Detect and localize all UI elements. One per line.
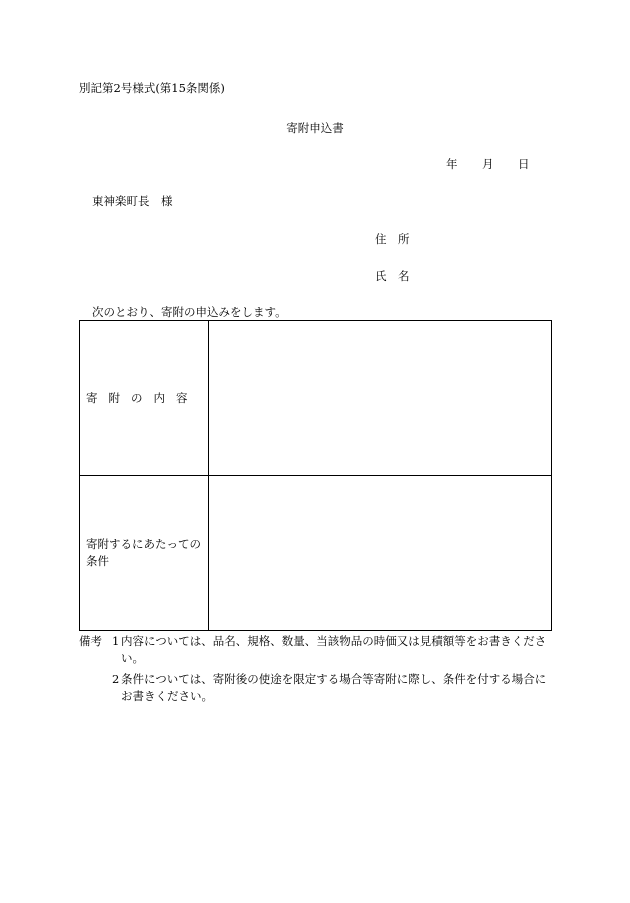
donation-conditions-label: 寄附するにあたっての条件 (80, 476, 209, 631)
remarks-heading: 備考 (79, 634, 102, 648)
address-label: 住 所 (375, 232, 410, 246)
intro-text: 次のとおり、寄附の申込みをします。 (92, 305, 287, 319)
document-title: 寄附申込書 (286, 121, 344, 135)
remark-item (79, 633, 557, 667)
remark-number: 1 (112, 634, 120, 648)
form-number-label: 別記第2号様式(第15条関係) (79, 81, 225, 95)
donation-conditions-field[interactable] (209, 476, 552, 631)
remark-item (79, 671, 557, 705)
donation-content-label: 寄附の内容 (80, 321, 209, 476)
date-year: 年 (446, 157, 458, 171)
remark-number: 2 (112, 672, 120, 686)
remarks-section (79, 633, 557, 709)
addressee: 東神楽町長 様 (92, 194, 173, 208)
date-row (446, 156, 530, 172)
remark-text: 内容については、品名、規格、数量、当該物品の時価又は見積額等をお書きください。 (121, 634, 547, 665)
date-day: 日 (518, 157, 530, 171)
remark-text: 条件については、寄附後の使途を限定する場合等寄附に際し、条件を付する場合にお書きください。 (121, 672, 547, 703)
donation-form-table (79, 320, 552, 631)
table-row (80, 321, 552, 476)
date-month: 月 (482, 157, 494, 171)
donation-content-field[interactable] (209, 321, 552, 476)
name-label: 氏 名 (375, 269, 410, 283)
table-row (80, 476, 552, 631)
